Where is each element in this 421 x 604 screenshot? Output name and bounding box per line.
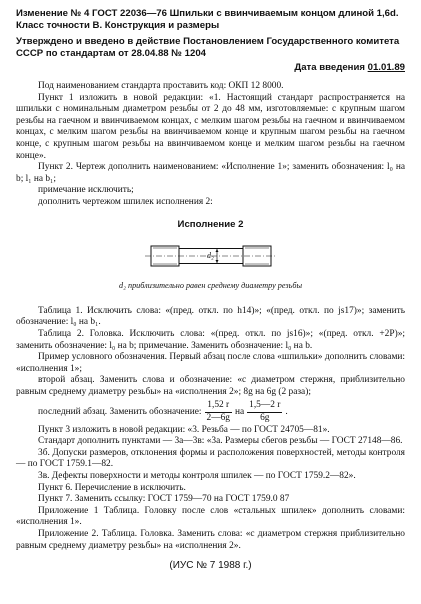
- formula-mid: на: [234, 406, 245, 417]
- figure-caption: d₂ приблизительно равен среднему диаметру резьбы: [118, 281, 303, 291]
- paragraph-item-1: Пункт 1 изложить в новой редакции: «1. Настоящий стандарт распространяется на шпильки с номинальным диаметром резьбы от 2 до 48 мм, изготовляемые: с крупным шагом резьбы на гаечном и ввинчиваемом концах, с мелким шагом резьбы на гаечном и ввинчиваемом концах, с мелким шагом резьбы на ввинчиваемом конце и крупным шагом резьбы на гаечном конце, с крупным шагом резьбы на ввинчиваемом конце и мелким шагом резьбы на гаечном конце».: [16, 92, 405, 161]
- figure-title: Исполнение 2: [177, 218, 244, 230]
- dimension-arrow-top: [215, 249, 218, 252]
- fraction-new-denominator: 6g: [260, 413, 270, 424]
- paragraph-item-3: Пункт 3 изложить в новой редакции: «3. Резьба — по ГОСТ 24705—81».: [38, 424, 330, 435]
- paragraph-3v: 3в. Дефекты поверхности и методы контроля шпилек — по ГОСТ 1759.2—82».: [38, 471, 356, 482]
- paragraph-table-1: Таблица 1. Исключить слова: «(пред. откл. по h14)»; «(пред. откл. по js17)»; заменить обозначение: l₀ на b₁.: [16, 305, 405, 328]
- fraction-old-numerator: 1,52 r: [205, 400, 232, 413]
- approval-line-2: СССР по стандартам от 28.04.88 № 1204: [16, 48, 206, 59]
- paragraph-second-abzac: второй абзац. Заменить слова и обозначение: «с диаметром стержня, приблизительно равным среднему диаметру резьбы» на «исполнения 2»; 8g на 6g (2 раза);: [16, 375, 405, 397]
- spacer: [16, 292, 405, 306]
- document-footer: (ИУС № 7 1988 г.): [169, 560, 252, 572]
- effective-date-label: Дата введения: [294, 62, 365, 73]
- paragraph-note-remove: примечание исключить;: [38, 185, 134, 196]
- paragraph-item-7: Пункт 7. Заменить ссылку: ГОСТ 1759—70 на ГОСТ 1759.0 87: [38, 494, 290, 505]
- paragraph-okp: Под наименованием стандарта проставить код: ОКП 12 8000.: [38, 81, 284, 91]
- approval-line-1: Утверждено и введено в действие Постановлением Государственного комитета: [16, 36, 400, 47]
- effective-date-value: 01.01.89: [367, 62, 405, 73]
- stud-drawing: [141, 234, 281, 278]
- paragraph-add-drawing: дополнить чертежом шпилек исполнения 2:: [38, 196, 213, 207]
- paragraph-add-items: Стандарт дополнить пунктами — 3а—3в: «3а. Размеры сбегов резьбы — ГОСТ 27148—86.: [38, 436, 403, 447]
- document-body: [16, 81, 405, 552]
- fraction-old-denominator: 2—6g: [206, 413, 230, 424]
- formula-line: [16, 400, 405, 424]
- paragraph-3b: 3б. Допуски размеров, отклонения формы и расположения поверхностей, методы контроля — по ГОСТ 1759.1—82.: [16, 447, 405, 470]
- header-title: Изменение № 4 ГОСТ 22036—76 Шпильки с ввинчиваемым концом длиной 1,6d.: [16, 8, 399, 19]
- paragraph-table-2: Таблица 2. Головка. Исключить слова: «(пред. откл. по js16)»; «(пред. откл. +2P)»; заменить обозначение: l₀ на b; примечание. Заменить обозначение: l₀ на b.: [16, 328, 405, 351]
- formula-suffix: .: [285, 406, 288, 417]
- paragraph-appendix-2: Приложение 2. Таблица. Головка. Заменить слова: «с диаметром стержня приблизительно равным среднему диаметру резьбы» на «исполнения 2».: [16, 529, 405, 551]
- fraction-new: [247, 400, 282, 424]
- dimension-label: d₂: [206, 251, 214, 261]
- header-subtitle: Класс точности В. Конструкция и размеры: [16, 20, 220, 31]
- dimension-arrow-bottom: [215, 260, 218, 263]
- paragraph-item-2: Пункт 2. Чертеж дополнить наименованием: «Исполнение 1»; заменить обозначения: l₀ на b; l₁ на b₁;: [16, 162, 405, 184]
- effective-date: [16, 62, 405, 73]
- fraction-new-numerator: 1,5—2 r: [247, 400, 282, 413]
- formula-prefix: последний абзац. Заменить обозначение:: [38, 406, 202, 417]
- paragraph-appendix-1: Приложение 1 Таблица. Головку после слов «стальных шпилек» дополнить словами: «исполнения 1».: [16, 505, 405, 528]
- document-header: [16, 8, 405, 60]
- paragraph-item-6: Пункт 6. Перечисление в исключить.: [38, 482, 186, 493]
- paragraph-example: Пример условного обозначения. Первый абзац после слова «шпильки» дополнить словами: «исполнения 1»;: [16, 352, 405, 374]
- fraction-old: [205, 400, 232, 424]
- approval-block: [16, 36, 405, 60]
